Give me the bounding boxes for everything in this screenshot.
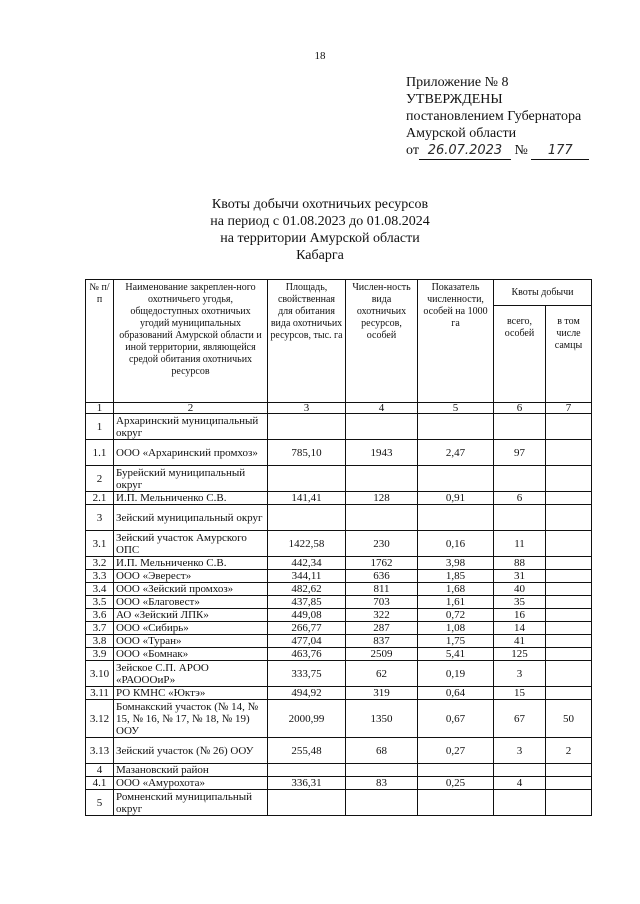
cell-num: 3.4 [86, 583, 114, 596]
header-name: Наименование закреплен-ного охотничьего угодья, общедоступных охотничьих угодий муниципальных образований Амурской области и иной территории, являющейся средой обитания охотничьих ресурсов [114, 280, 268, 403]
cell-density: 1,08 [418, 622, 494, 635]
cell-area: 336,31 [268, 777, 346, 790]
cell-quota-females [546, 414, 592, 440]
cell-count [346, 414, 418, 440]
cell-quota-total: 31 [494, 570, 546, 583]
cell-count: 837 [346, 635, 418, 648]
cell-num: 4.1 [86, 777, 114, 790]
cell-name: Зейский участок (№ 26) ООУ [114, 738, 268, 764]
cell-count: 230 [346, 531, 418, 557]
cell-quota-females [546, 505, 592, 531]
cell-area [268, 505, 346, 531]
column-number: 5 [418, 403, 494, 414]
cell-density: 2,47 [418, 440, 494, 466]
cell-quota-total: 3 [494, 738, 546, 764]
decree-label: постановлением Губернатора [406, 109, 582, 124]
cell-area: 442,34 [268, 557, 346, 570]
cell-quota-females [546, 583, 592, 596]
region-label: Амурской области [406, 126, 517, 141]
document-title [0, 196, 640, 264]
cell-count [346, 466, 418, 492]
cell-quota-females [546, 635, 592, 648]
table-row [86, 661, 592, 687]
cell-name: И.П. Мельниченко С.В. [114, 557, 268, 570]
cell-density: 0,19 [418, 661, 494, 687]
table-row [86, 609, 592, 622]
table-row [86, 687, 592, 700]
cell-count: 322 [346, 609, 418, 622]
table-row [86, 635, 592, 648]
cell-quota-females [546, 466, 592, 492]
cell-count: 128 [346, 492, 418, 505]
cell-area: 255,48 [268, 738, 346, 764]
quota-table [85, 279, 592, 816]
cell-quota-females [546, 596, 592, 609]
cell-num: 3.6 [86, 609, 114, 622]
cell-num: 3.12 [86, 700, 114, 738]
table-row [86, 596, 592, 609]
cell-num: 3.3 [86, 570, 114, 583]
cell-density [418, 764, 494, 777]
cell-name: ООО «Туран» [114, 635, 268, 648]
date-prefix: от [406, 143, 419, 158]
cell-count: 1350 [346, 700, 418, 738]
cell-area: 477,04 [268, 635, 346, 648]
cell-quota-females [546, 531, 592, 557]
cell-name: Архаринский муниципальный округ [114, 414, 268, 440]
cell-quota-total: 6 [494, 492, 546, 505]
cell-name: ООО «Сибирь» [114, 622, 268, 635]
table-row [86, 557, 592, 570]
table-row [86, 790, 592, 816]
date-line [406, 142, 589, 160]
cell-quota-total [494, 505, 546, 531]
cell-name: Мазановский район [114, 764, 268, 777]
cell-count: 636 [346, 570, 418, 583]
table-row [86, 648, 592, 661]
cell-quota-females [546, 661, 592, 687]
cell-quota-total: 67 [494, 700, 546, 738]
cell-name: ООО «Благовест» [114, 596, 268, 609]
table-row [86, 492, 592, 505]
cell-num: 3.2 [86, 557, 114, 570]
table-row [86, 440, 592, 466]
cell-area [268, 764, 346, 777]
cell-area: 785,10 [268, 440, 346, 466]
cell-quota-females [546, 764, 592, 777]
cell-num: 3.1 [86, 531, 114, 557]
cell-quota-females [546, 440, 592, 466]
cell-name: ООО «Эверест» [114, 570, 268, 583]
cell-name: Зейское С.П. АРОО «РАОООиР» [114, 661, 268, 687]
cell-area [268, 466, 346, 492]
handwritten-date: 26.07.2023 [419, 142, 511, 160]
cell-num: 3.13 [86, 738, 114, 764]
cell-count: 83 [346, 777, 418, 790]
cell-name: ООО «Амурохота» [114, 777, 268, 790]
title-line-1: Квоты добычи охотничьих ресурсов [211, 197, 429, 212]
cell-num: 3.5 [86, 596, 114, 609]
title-line-4: Кабарга [296, 248, 344, 263]
cell-density: 0,72 [418, 609, 494, 622]
column-number: 7 [546, 403, 592, 414]
cell-quota-total: 11 [494, 531, 546, 557]
cell-num: 1.1 [86, 440, 114, 466]
cell-area [268, 790, 346, 816]
cell-num: 3.9 [86, 648, 114, 661]
cell-name: Зейский участок Амурского ОПС [114, 531, 268, 557]
cell-density [418, 790, 494, 816]
cell-num: 1 [86, 414, 114, 440]
cell-name: ООО «Зейский промхоз» [114, 583, 268, 596]
cell-count: 1762 [346, 557, 418, 570]
table-row [86, 622, 592, 635]
column-number: 4 [346, 403, 418, 414]
cell-quota-total: 97 [494, 440, 546, 466]
header-count: Числен-ность вида охотничьих ресурсов, особей [346, 280, 418, 403]
page-number: 18 [314, 50, 326, 62]
cell-quota-total [494, 764, 546, 777]
cell-area: 463,76 [268, 648, 346, 661]
table-row [86, 570, 592, 583]
header-quota-group: Квоты добычи [494, 280, 592, 306]
cell-count: 2509 [346, 648, 418, 661]
cell-quota-total [494, 466, 546, 492]
cell-count: 287 [346, 622, 418, 635]
table-row [86, 764, 592, 777]
title-line-2: на период с 01.08.2023 до 01.08.2024 [210, 214, 430, 229]
cell-name: Бомнакский участок (№ 14, № 15, № 16, № 17, № 18, № 19) ООУ [114, 700, 268, 738]
cell-density [418, 505, 494, 531]
cell-area: 333,75 [268, 661, 346, 687]
cell-num: 3.10 [86, 661, 114, 687]
cell-area: 449,08 [268, 609, 346, 622]
column-number: 3 [268, 403, 346, 414]
cell-quota-females [546, 648, 592, 661]
cell-quota-total: 4 [494, 777, 546, 790]
cell-quota-females: 2 [546, 738, 592, 764]
cell-count: 319 [346, 687, 418, 700]
cell-area: 2000,99 [268, 700, 346, 738]
cell-area: 344,11 [268, 570, 346, 583]
cell-count [346, 505, 418, 531]
cell-quota-total: 88 [494, 557, 546, 570]
cell-area: 141,41 [268, 492, 346, 505]
cell-num: 2.1 [86, 492, 114, 505]
cell-name: Бурейский муниципальный округ [114, 466, 268, 492]
cell-num: 3.7 [86, 622, 114, 635]
table-row [86, 738, 592, 764]
cell-quota-total: 40 [494, 583, 546, 596]
header-quota-females: в том числе самцы [546, 306, 592, 403]
cell-density: 1,75 [418, 635, 494, 648]
table-row [86, 531, 592, 557]
cell-density: 5,41 [418, 648, 494, 661]
cell-quota-total [494, 790, 546, 816]
cell-quota-females [546, 492, 592, 505]
cell-quota-females [546, 777, 592, 790]
cell-area [268, 414, 346, 440]
cell-num: 5 [86, 790, 114, 816]
header-num: № п/п [86, 280, 114, 403]
cell-area: 437,85 [268, 596, 346, 609]
header-quota-total: всего, особей [494, 306, 546, 403]
cell-density: 0,67 [418, 700, 494, 738]
cell-quota-females [546, 557, 592, 570]
cell-density: 1,68 [418, 583, 494, 596]
cell-density: 0,27 [418, 738, 494, 764]
approved-label: УТВЕРЖДЕНЫ [406, 92, 503, 107]
handwritten-number: 177 [531, 142, 589, 160]
cell-name: ООО «Архаринский промхоз» [114, 440, 268, 466]
column-number: 1 [86, 403, 114, 414]
cell-density [418, 466, 494, 492]
cell-quota-females [546, 790, 592, 816]
cell-density: 1,61 [418, 596, 494, 609]
cell-density: 3,98 [418, 557, 494, 570]
cell-name: ООО «Бомнак» [114, 648, 268, 661]
cell-name: Зейский муниципальный округ [114, 505, 268, 531]
table-row [86, 777, 592, 790]
cell-name: Ромненский муниципальный округ [114, 790, 268, 816]
table-row [86, 414, 592, 440]
cell-count: 62 [346, 661, 418, 687]
cell-area: 494,92 [268, 687, 346, 700]
approval-block [406, 74, 589, 160]
column-number: 2 [114, 403, 268, 414]
cell-num: 4 [86, 764, 114, 777]
cell-area: 482,62 [268, 583, 346, 596]
cell-count [346, 764, 418, 777]
header-density: Показатель численности, особей на 1000 га [418, 280, 494, 403]
cell-quota-females: 50 [546, 700, 592, 738]
cell-name: АО «Зейский ЛПК» [114, 609, 268, 622]
header-area: Площадь, свойственная для обитания вида охотничьих ресурсов, тыс. га [268, 280, 346, 403]
cell-density [418, 414, 494, 440]
cell-name: И.П. Мельниченко С.В. [114, 492, 268, 505]
cell-count [346, 790, 418, 816]
number-prefix: № [514, 143, 528, 158]
title-line-3: на территории Амурской области [220, 231, 420, 246]
cell-num: 3.8 [86, 635, 114, 648]
cell-quota-total: 41 [494, 635, 546, 648]
cell-quota-total: 14 [494, 622, 546, 635]
cell-quota-females [546, 687, 592, 700]
column-number: 6 [494, 403, 546, 414]
cell-quota-females [546, 570, 592, 583]
table-row [86, 583, 592, 596]
cell-quota-total: 16 [494, 609, 546, 622]
cell-quota-total: 3 [494, 661, 546, 687]
cell-quota-total: 15 [494, 687, 546, 700]
table-row [86, 466, 592, 492]
cell-count: 68 [346, 738, 418, 764]
column-number-row [86, 403, 592, 414]
cell-num: 2 [86, 466, 114, 492]
cell-quota-females [546, 622, 592, 635]
cell-area: 1422,58 [268, 531, 346, 557]
cell-quota-total: 125 [494, 648, 546, 661]
cell-name: РО КМНС «Юктэ» [114, 687, 268, 700]
cell-density: 1,85 [418, 570, 494, 583]
cell-quota-total: 35 [494, 596, 546, 609]
cell-count: 703 [346, 596, 418, 609]
cell-density: 0,25 [418, 777, 494, 790]
cell-count: 1943 [346, 440, 418, 466]
cell-quota-total [494, 414, 546, 440]
table-row [86, 505, 592, 531]
cell-density: 0,16 [418, 531, 494, 557]
cell-count: 811 [346, 583, 418, 596]
cell-area: 266,77 [268, 622, 346, 635]
cell-num: 3.11 [86, 687, 114, 700]
cell-num: 3 [86, 505, 114, 531]
table-row [86, 700, 592, 738]
cell-density: 0,64 [418, 687, 494, 700]
cell-density: 0,91 [418, 492, 494, 505]
appendix-label: Приложение № 8 [406, 75, 509, 90]
cell-quota-females [546, 609, 592, 622]
